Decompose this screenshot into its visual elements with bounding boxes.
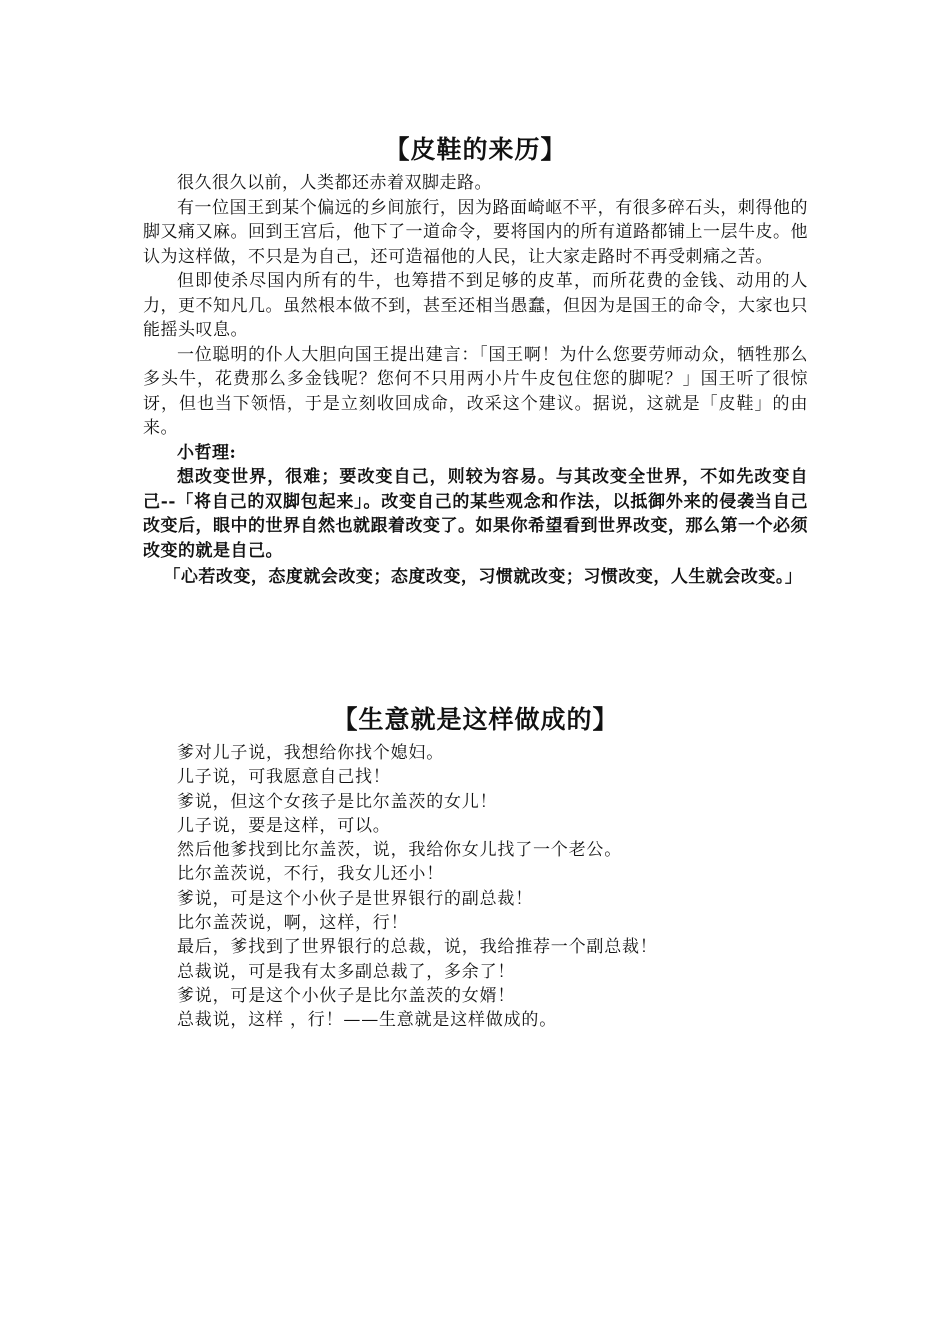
paragraph: 有一位国王到某个偏远的乡间旅行，因为路面崎岖不平，有很多碎石头，刺得他的脚又痛又麻。回到王宫后，他下了一道命令，要将国内的所有道路都铺上一层牛皮。他认为这样做，不只是为自己，还可造福他的人民，让大家走路时不再受刺痛之苦。	[143, 197, 808, 267]
dialog-line: 爹说，可是这个小伙子是世界银行的副总裁！	[177, 888, 533, 909]
dialog-line: 总裁说，这样 ，行！——生意就是这样做成的。	[177, 1010, 558, 1031]
paragraph: 很久很久以前，人类都还赤着双脚走路。	[177, 173, 492, 193]
dialog-line: 比尔盖茨说，不行，我女儿还小！	[177, 864, 444, 885]
dialog-line: 最后，爹找到了世界银行的总裁，说，我给推荐一个副总裁！	[177, 937, 658, 958]
story-title: 【皮鞋的来历】	[384, 135, 567, 164]
paragraph: 但即使杀尽国内所有的牛，也筹措不到足够的皮革，而所花费的金钱、动用的人力，更不知凡几。虽然根本做不到，甚至还相当愚蠢，但因为是国王的命令，大家也只能摇头叹息。	[143, 271, 808, 340]
story-title: 【生意就是这样做成的】	[332, 705, 619, 734]
story-business-deal	[143, 703, 808, 1033]
dialog-line: 爹说，但这个女孩子是比尔盖茨的女儿！	[177, 791, 498, 812]
moral-quote: 「心若改变，态度就会改变；态度改变，习惯就改变；习惯改变，人生就会改变。」	[163, 567, 803, 587]
dialog-line: 然后他爹找到比尔盖茨，说，我给你女儿找了一个老公。	[177, 840, 622, 861]
moral-heading: 小哲理:	[177, 442, 237, 463]
paragraph: 一位聪明的仆人大胆向国王提出建言：「国王啊！为什么您要劳师动众，牺牲那么多头牛，花费那么多金钱呢？您何不只用两小片牛皮包住您的脚呢？」国王听了很惊讶，但也当下领悟，于是立刻收回成命，改采这个建议。据说，这就是「皮鞋」的由来。	[143, 344, 808, 438]
moral-text: 想改变世界，很难；要改变自己，则较为容易。与其改变全世界，不如先改变自己--「将自己的双脚包起来」。改变自己的某些观念和作法，以抵御外来的侵袭当自己改变后，眼中的世界自然也就跟着改变了。如果你希望看到世界改变，那么第一个必须改变的就是自己。	[143, 467, 808, 561]
dialog-line: 比尔盖茨说，啊，这样，行！	[177, 913, 409, 934]
dialog-line: 爹对儿子说，我想给你找个媳妇。	[177, 743, 444, 763]
dialog-line: 儿子说，要是这样，可以。	[177, 815, 391, 836]
dialog-line: 儿子说，可我愿意自己找！	[177, 767, 391, 788]
dialog-line: 总裁说，可是我有太多副总裁了，多余了！	[177, 961, 516, 982]
dialog-line: 爹说，可是这个小伙子是比尔盖茨的女婿！	[177, 985, 516, 1006]
story-leather-shoes	[143, 133, 808, 590]
